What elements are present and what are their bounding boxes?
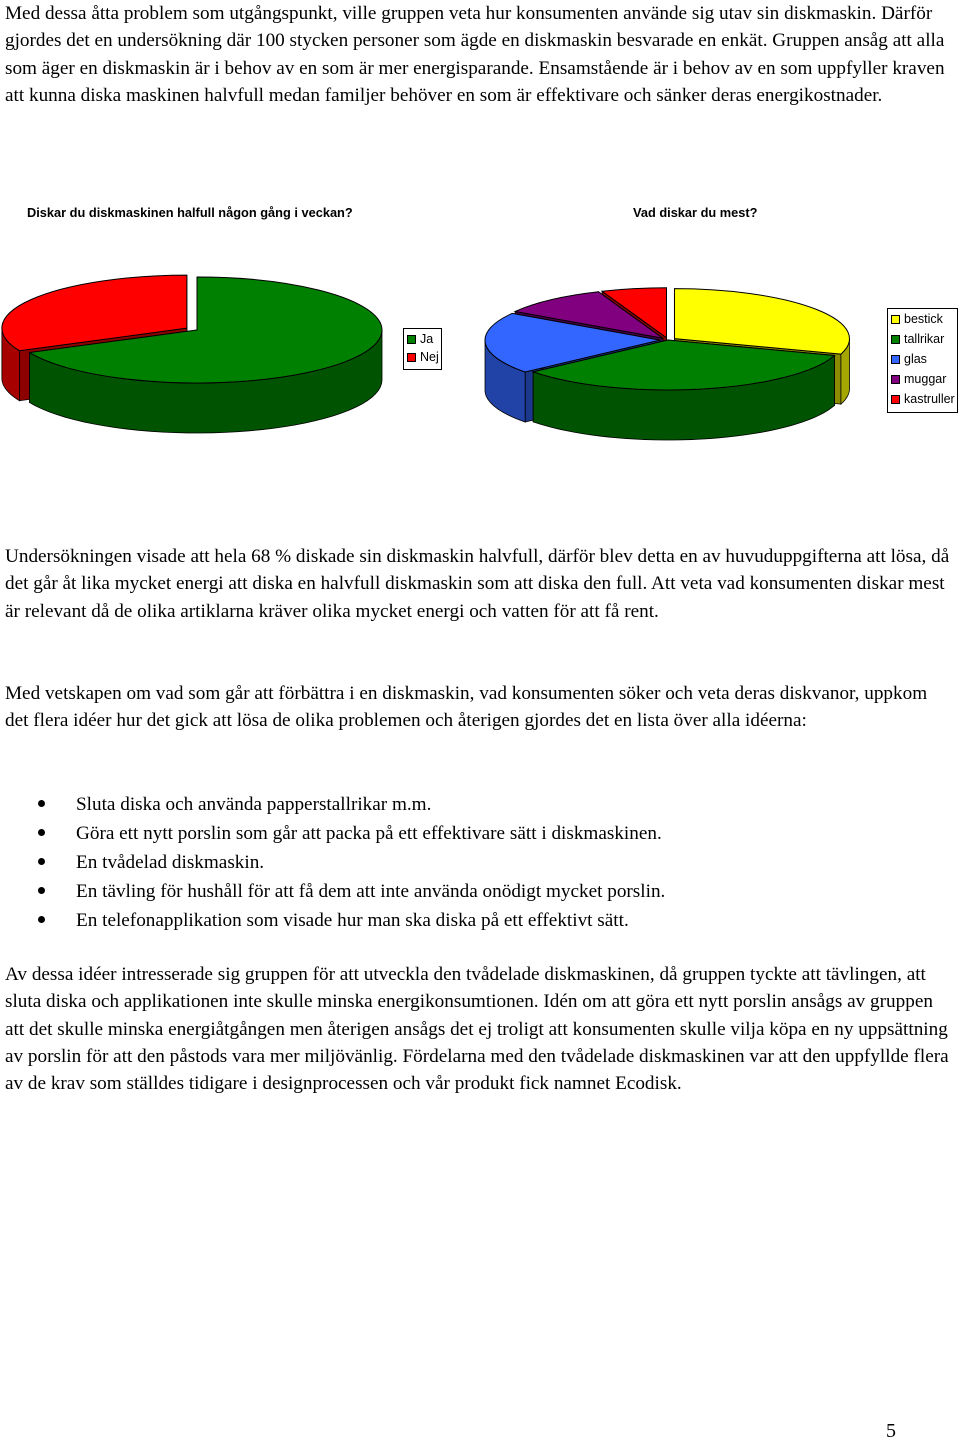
legend-item-kastruller xyxy=(891,392,955,406)
legend-label-ja: Ja xyxy=(420,332,434,346)
legend-swatch-nej xyxy=(407,353,416,362)
legend-item-tallrikar xyxy=(891,332,944,346)
legend-halfull xyxy=(403,328,442,370)
list-item-text: En tävling för hushåll för att få dem att inte använda onödigt mycket porslin. xyxy=(76,881,666,902)
legend-swatch-tallrikar xyxy=(891,335,900,344)
legend-label-kastruller: kastruller xyxy=(904,392,955,406)
ideas-list xyxy=(0,791,950,936)
legend-label-muggar: muggar xyxy=(904,372,947,386)
bullet-icon xyxy=(38,887,45,894)
list-item xyxy=(0,878,950,907)
conclusion-paragraph: Av dessa idéer intresserade sig gruppen för att utveckla den tvådelade diskmaskinen, då gruppen tyckte att tävlingen, att sluta diska och applikationen inte skulle minska energikonsumtionen. Idén om att göra ett nytt porslin ansågs av gruppen att det skulle minska energiåtgången men återigen ansågs det ej troligt att konsumenten skulle vilja köpa en ny uppsättning av porslin för att den påstods vara mer miljövänlig. Fördelarna med den tvådelade diskmaskinen var att den uppfyllde flera av de krav som ställdes tidigare i designprocessen och vår produkt fick namnet Ecodisk. xyxy=(5,964,949,1095)
legend-item-ja xyxy=(407,332,433,346)
charts-canvas xyxy=(0,0,960,500)
legend-swatch-glas xyxy=(891,355,900,364)
legend-item-nej xyxy=(407,350,439,364)
list-item-text: En telefonapplikation som visade hur man ska diska på ett effektivt sätt. xyxy=(76,910,629,931)
bullet-icon xyxy=(38,858,45,865)
pie-chart-halfull xyxy=(2,275,382,433)
list-item xyxy=(0,907,950,936)
legend-label-nej: Nej xyxy=(420,350,439,364)
legend-label-tallrikar: tallrikar xyxy=(904,332,945,346)
chart-title-vad-diskar: Vad diskar du mest? xyxy=(633,205,758,220)
legend-swatch-ja xyxy=(407,335,416,344)
legend-swatch-bestick xyxy=(891,315,900,324)
bullet-icon xyxy=(38,916,45,923)
legend-vad-diskar xyxy=(887,308,958,413)
list-item-text: Sluta diska och använda papperstallrikar m.m. xyxy=(76,794,432,815)
pie-chart-vad-diskar xyxy=(485,288,849,440)
legend-swatch-kastruller xyxy=(891,395,900,404)
legend-label-bestick: bestick xyxy=(904,312,943,326)
results-paragraph: Undersökningen visade att hela 68 % diskade sin diskmaskin halvfull, därför blev detta en av huvuduppgifterna att lösa, då det går åt lika mycket energi att diska en halvfull diskmaskin som att diska den full. Att veta vad konsumenten diskar mest är relevant då de olika artiklarna kräver olika mycket energi och vatten för att få rent. xyxy=(5,546,950,622)
legend-item-muggar xyxy=(891,372,946,386)
legend-swatch-muggar xyxy=(891,375,900,384)
ideas-intro-paragraph: Med vetskapen om vad som går att förbättra i en diskmaskin, vad konsumenten söker och veta deras diskvanor, uppkom det flera idéer hur det gick att lösa de olika problemen och återigen gjordes det en lista över alla idéerna: xyxy=(5,683,928,732)
bullet-icon xyxy=(38,800,45,807)
intro-paragraph: Med dessa åtta problem som utgångspunkt, ville gruppen veta hur konsumenten använde sig utav sin diskmaskin. Därför gjordes det en undersökning där 100 stycken personer som ägde en diskmaskin besvarade en enkät. Gruppen ansåg att alla som äger en diskmaskin är i behov av en som är mer energisparande. Ensamstående är i behov av en som uppfyller kraven att kunna diska maskinen halvfull medan familjer behöver en som är effektivare och sänker deras energikostnader. xyxy=(5,3,945,106)
bullet-icon xyxy=(38,829,45,836)
page-number: 5 xyxy=(886,1420,896,1442)
legend-label-glas: glas xyxy=(904,352,927,366)
legend-item-bestick xyxy=(891,312,943,326)
list-item-text: Göra ett nytt porslin som går att packa på ett effektivare sätt i diskmaskinen. xyxy=(76,823,662,844)
list-item xyxy=(0,791,950,820)
list-item xyxy=(0,820,950,849)
list-item xyxy=(0,849,950,878)
list-item-text: En tvådelad diskmaskin. xyxy=(76,852,265,873)
chart-title-halfull: Diskar du diskmaskinen halfull någon gång i veckan? xyxy=(27,205,353,220)
legend-item-glas xyxy=(891,352,927,366)
